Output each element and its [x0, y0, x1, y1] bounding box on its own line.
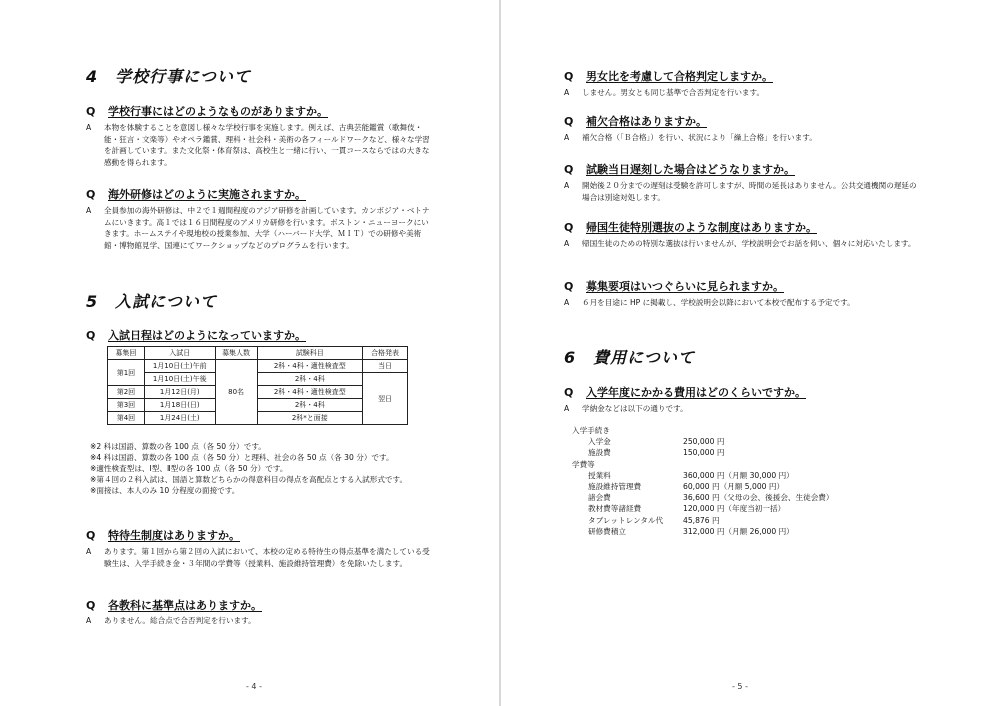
table-row	[108, 360, 408, 373]
question-lateness: Q 試験当日遅刻した場合はどうなりますか。	[564, 163, 795, 176]
cell-date: 1月10日(土)午前	[144, 360, 215, 373]
section-4-title: 4 学校行事について	[86, 67, 251, 86]
cell-date: 1月10日(土)午後	[144, 373, 215, 386]
note-line: ※4 科は国語、算数の各 100 点（各 50 分）と理科、社会の各 50 点（各 30 分）です。	[90, 453, 394, 462]
question-scholarship: Q 特待生制度はありますか。	[86, 529, 240, 542]
table-row	[108, 399, 408, 412]
header-announcement: 合格発表	[363, 347, 408, 360]
table-row	[108, 412, 408, 425]
question-overseas-training: Q 海外研修はどのように実施されますか。	[86, 188, 306, 201]
cell-round: 第4回	[108, 412, 145, 425]
section-5-title: 5 入試について	[86, 292, 217, 311]
section-6-title: 6 費用について	[564, 348, 695, 367]
note-line: ※適性検査型は、Ⅰ型、Ⅱ型の各 100 点（各 50 分）です。	[90, 464, 288, 473]
question-exam-schedule: Q 入試日程はどのようになっていますか。	[86, 329, 306, 342]
table-row	[108, 386, 408, 399]
cell-capacity: 80名	[215, 360, 257, 425]
answer-scholarship: A あります。第１回から第２回の入試において、本校の定める特待生の得点基準を満たしている受験生は、入学手続き金・３年間の学費等（授業料、施設維持管理費）を免除いたします。	[86, 547, 430, 568]
cell-subjects: 2科・4科・適性検査型	[257, 386, 363, 399]
cell-round: 第2回	[108, 386, 145, 399]
page-number: - 4 -	[246, 682, 262, 691]
answer-returnee: A 帰国生徒のための特別な選抜は行いませんが、学校説明会でお話を伺い、個々に対応いたします。	[564, 239, 916, 248]
question-returnee: Q 帰国生徒特別選抜のような制度はありますか。	[564, 221, 817, 234]
answer-waitlist: A 補欠合格（「Ｂ合格」）を行い、状況により「繰上合格」を行います。	[564, 133, 817, 142]
exam-schedule-table	[107, 346, 408, 425]
exam-notes	[90, 441, 450, 496]
table-row	[108, 373, 408, 386]
cell-subjects: 2科・4科	[257, 373, 363, 386]
note-line: ※2 科は国語、算数の各 100 点（各 50 分）です。	[90, 442, 266, 451]
cell-round: 第3回	[108, 399, 145, 412]
header-subjects: 試験科目	[257, 347, 363, 360]
cell-announcement: 翌日	[363, 373, 408, 425]
cell-announcement: 当日	[363, 360, 408, 373]
cell-subjects: 2科・4科・適性検査型	[257, 360, 363, 373]
answer-school-events: A 本物を体験することを意図し様々な学校行事を実施します。例えば、古典芸能鑑賞（歌舞伎・能・狂言・文楽等）やオペラ鑑賞、理科・社会科・美術の各フィールドワークなど、様々な学習を計画しています。また文化祭・体育祭は、高校生と一緒に行い、一貫コースならではの大きな感動を得られます。	[86, 123, 430, 167]
fee-group-heading: 学費等	[572, 459, 595, 469]
fee-row: 諸会費 36,600 円（父母の会、後援会、生徒会費）	[588, 493, 834, 503]
fee-row: 施設費 150,000 円	[588, 448, 725, 458]
cell-date: 1月18日(日)	[144, 399, 215, 412]
fee-row: タブレットレンタル代 45,876 円	[588, 515, 720, 525]
answer-gender-ratio: A しません。男女とも同じ基準で合否判定を行います。	[564, 88, 765, 97]
right-page	[500, 0, 1000, 706]
question-waitlist: Q 補欠合格はありますか。	[564, 115, 707, 128]
fee-list	[572, 425, 912, 537]
page-number: - 5 -	[732, 682, 748, 691]
cell-date: 1月12日(月)	[144, 386, 215, 399]
fee-group-heading: 入学手続き	[572, 426, 610, 435]
cell-subjects: 2科*と面接	[257, 412, 363, 425]
cell-round: 第1回	[108, 360, 145, 386]
note-line: ※第４回の２科入試は、国語と算数どちらかの得意科目の得点を高配点とする入試形式です。	[90, 475, 408, 484]
header-capacity: 募集人数	[215, 347, 257, 360]
cell-date: 1月24日(土)	[144, 412, 215, 425]
fee-row: 入学金 250,000 円	[588, 437, 725, 447]
answer-application-guide: A ６月を目途に HP に掲載し、学校説明会以降において本校で配布する予定です。	[564, 298, 855, 307]
header-date: 入試日	[144, 347, 215, 360]
question-minimum-score: Q 各教科に基準点はありますか。	[86, 599, 262, 612]
answer-overseas-training: A 全員参加の海外研修は、中２で１週間程度のアジア研修を計画しています。カンボジア・ベトナムにいきます。高１では１６日間程度のアメリカ研修を行います。ボストン・ニューヨークにいきます。ホームステイや現地校の授業参加、大学（ハーバード大学、ＭＩＴ）での研修や美術館・博物館見学、国連にてワークショップなどのプログラムを行います。	[86, 206, 430, 250]
table-header-row	[108, 347, 408, 360]
answer-minimum-score: A ありません。総合点で合否判定を行います。	[86, 616, 256, 625]
fee-row: 授業料 360,000 円（月額 30,000 円）	[588, 470, 794, 480]
fee-row: 施設維持管理費 60,000 円（月額 5,000 円）	[588, 481, 785, 491]
note-line: ※面接は、本人のみ 10 分程度の面接です。	[90, 486, 240, 495]
question-school-events: Q 学校行事にはどのようなものがありますか。	[86, 105, 328, 118]
cell-subjects: 2科・4科	[257, 399, 363, 412]
question-application-guide: Q 募集要項はいつぐらいに見られますか。	[564, 280, 784, 293]
answer-first-year-costs: A 学納金などは以下の通りです。	[564, 404, 688, 413]
answer-lateness: A 開始後２０分までの遅刻は受験を許可しますが、時間の延長はありません。公共交通機関の遅延の場合は別途対処します。	[564, 181, 917, 202]
question-gender-ratio: Q 男女比を考慮して合格判定しますか。	[564, 70, 773, 83]
fee-row: 研修費積立 312,000 円（月額 26,000 円）	[588, 526, 794, 536]
question-first-year-costs: Q 入学年度にかかる費用はどのくらいですか。	[564, 386, 806, 399]
fee-row: 教材費等諸経費 120,000 円（年度当初一括）	[588, 504, 786, 514]
header-round: 募集回	[108, 347, 145, 360]
